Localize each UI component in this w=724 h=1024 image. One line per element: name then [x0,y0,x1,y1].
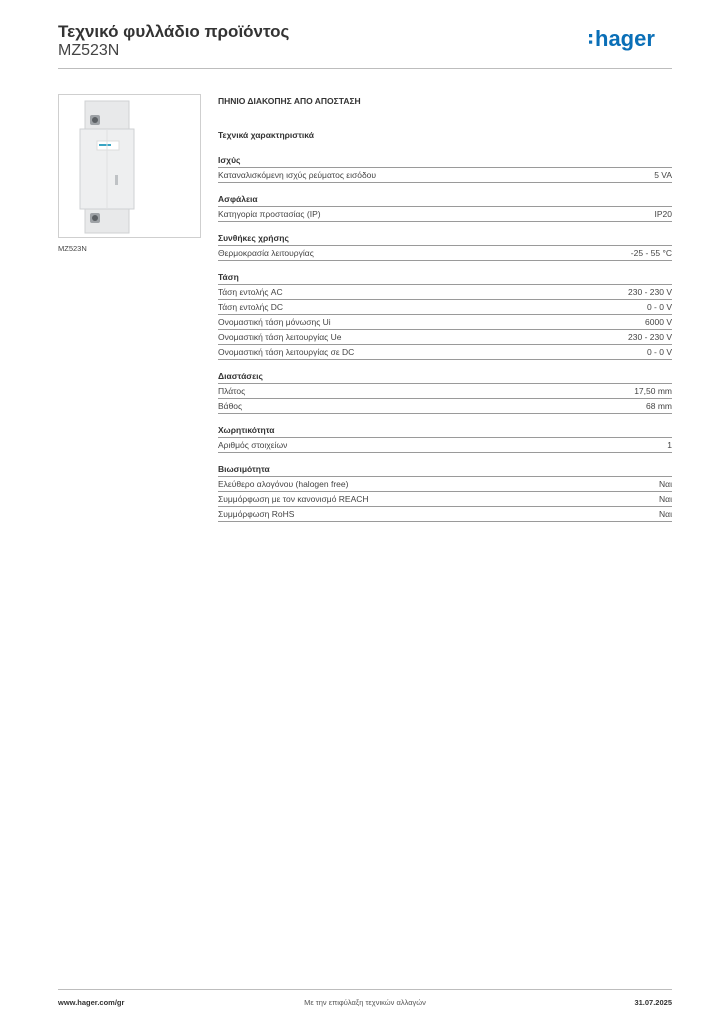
spec-row [218,246,672,261]
group-title: Διαστάσεις [218,371,672,384]
spec-value: 5 VA [654,170,672,180]
spec-label: Ονομαστική τάση λειτουργίας Ue [218,332,342,342]
spec-value: 0 - 0 V [646,347,672,357]
product-code: MZ523N [58,42,120,59]
group-title: Συνθήκες χρήσης [218,233,672,246]
spec-row [218,399,672,414]
footer-divider [58,989,672,990]
product-image-caption: MZ523N [58,244,87,253]
spec-content [218,96,672,522]
spec-label: Αριθμός στοιχείων [218,440,288,450]
spec-value: IP20 [654,209,672,219]
spec-group-dimensions [218,371,672,414]
spec-group-safety [218,194,672,222]
spec-value: 1 [667,440,672,450]
spec-row [218,345,672,360]
group-title: Ισχύς [218,155,672,168]
spec-row [218,492,672,507]
spec-value: -25 - 55 °C [630,248,672,258]
spec-group-conditions [218,233,672,261]
header-divider [58,68,672,69]
group-title: Χωρητικότητα [218,425,672,438]
spec-value: Ναι [659,494,672,504]
spec-row [218,438,672,453]
spec-row [218,285,672,300]
spec-row [218,207,672,222]
spec-value: 6000 V [645,317,672,327]
spec-label: Συμμόρφωση RoHS [218,509,295,519]
spec-value: 68 mm [646,401,672,411]
spec-label: Βάθος [218,401,243,411]
spec-group-voltage [218,272,672,360]
document-date: 31.07.2025 [634,998,672,1007]
spec-label: Τάση εντολής AC [218,287,283,297]
spec-row [218,315,672,330]
spec-value: Ναι [659,509,672,519]
logo-wordmark: hager [595,26,655,51]
footer-notice: Με την επιφύλαξη τεχνικών αλλαγών [304,998,426,1007]
spec-label: Συμμόρφωση με τον κανονισμό REACH [218,494,369,504]
spec-row [218,477,672,492]
hager-logo [588,26,672,52]
spec-value: 230 - 230 V [628,287,672,297]
spec-label: Κατηγορία προστασίας (IP) [218,209,321,219]
product-image [58,94,201,238]
document-header [58,20,672,70]
spec-row [218,300,672,315]
spec-label: Θερμοκρασία λειτουργίας [218,248,314,258]
spec-group-capacity [218,425,672,453]
spec-value: 230 - 230 V [628,332,672,342]
spec-group-power [218,155,672,183]
group-title: Βιωσιμότητα [218,464,672,477]
group-title: Τάση [218,272,672,285]
spec-label: Ονομαστική τάση μόνωσης Ui [218,317,331,327]
spec-label: Καταναλισκόμενη ισχύς ρεύματος εισόδου [218,170,377,180]
document-title: Τεχνικό φυλλάδιο προϊόντος [58,22,290,41]
group-title: Ασφάλεια [218,194,672,207]
breaker-module-illustration [59,95,200,237]
product-name: ΠΗΝΙΟ ΔΙΑΚΟΠΗΣ ΑΠΟ ΑΠΟΣΤΑΣΗ [218,96,361,106]
spec-row [218,168,672,183]
spec-value: 17,50 mm [634,386,672,396]
spec-group-sustainability [218,464,672,522]
website-link[interactable]: www.hager.com/gr [58,998,125,1007]
spec-row [218,330,672,345]
spec-row [218,507,672,522]
spec-value: Ναι [659,479,672,489]
spec-label: Πλάτος [218,386,246,396]
section-title: Τεχνικά χαρακτηριστικά [218,130,314,140]
spec-row [218,384,672,399]
spec-label: Ονομαστική τάση λειτουργίας σε DC [218,347,355,357]
spec-value: 0 - 0 V [646,302,672,312]
spec-label: Ελεύθερο αλογόνου (halogen free) [218,479,349,489]
spec-label: Τάση εντολής DC [218,302,284,312]
